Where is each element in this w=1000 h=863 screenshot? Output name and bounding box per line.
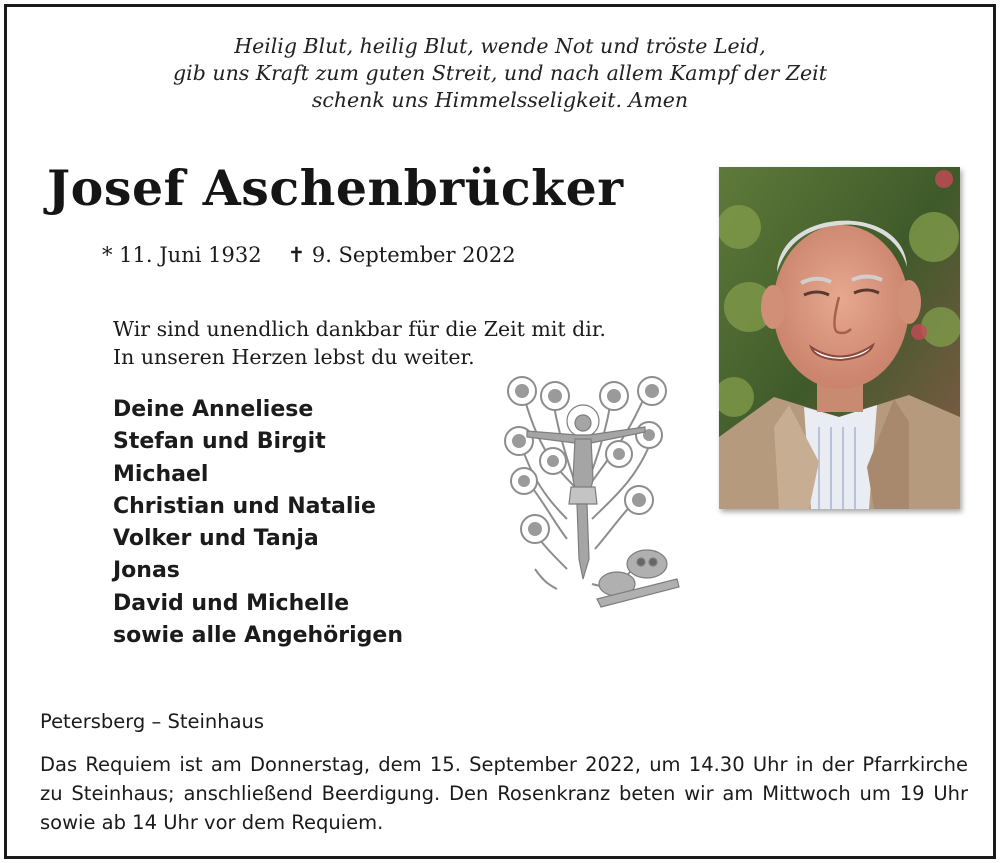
requiem-info: Das Requiem ist am Donnerstag, dem 15. September 2022, um 14.30 Uhr in der Pfarrkirche zu Steinhaus; anschließend Beerdigung. Den Rosenkranz beten wir am Mittwoch um 19 Uhr sowie ab 14 Uhr vor dem Requiem. <box>40 753 968 834</box>
family-member: Jonas <box>113 558 180 584</box>
family-member: David und Michelle <box>113 590 350 616</box>
crucifix-tree-icon <box>497 369 682 618</box>
family-member: Volker und Tanja <box>113 526 319 552</box>
verse <box>7 33 993 114</box>
verse-line-1: Heilig Blut, heilig Blut, wende Not und tröste Leid, <box>234 34 766 58</box>
thanks-text <box>113 315 606 371</box>
thanks-line-2: In unseren Herzen lebst du weiter. <box>113 345 475 369</box>
obituary-notice <box>4 4 996 859</box>
thanks-line-1: Wir sind unendlich dankbar für die Zeit mit dir. <box>113 317 606 341</box>
verse-line-3: schenk uns Himmelsseligkeit. Amen <box>311 88 689 112</box>
family-member: Christian und Natalie <box>113 493 376 519</box>
family-member: Stefan und Birgit <box>113 429 326 455</box>
death-date: ✝ 9. September 2022 <box>287 243 516 267</box>
family-member: Deine Anneliese <box>113 397 314 422</box>
family-member: sowie alle Angehörigen <box>113 623 404 649</box>
life-dates <box>102 243 516 267</box>
family-list <box>113 394 403 652</box>
place: Petersberg – Steinhaus <box>40 710 265 733</box>
portrait-photo <box>719 167 960 509</box>
deceased-name: Josef Aschenbrücker <box>47 159 624 217</box>
birth-date: * 11. Juni 1932 <box>102 243 262 267</box>
verse-line-2: gib uns Kraft zum guten Streit, und nach allem Kampf der Zeit <box>173 61 827 85</box>
family-member: Michael <box>113 461 209 487</box>
